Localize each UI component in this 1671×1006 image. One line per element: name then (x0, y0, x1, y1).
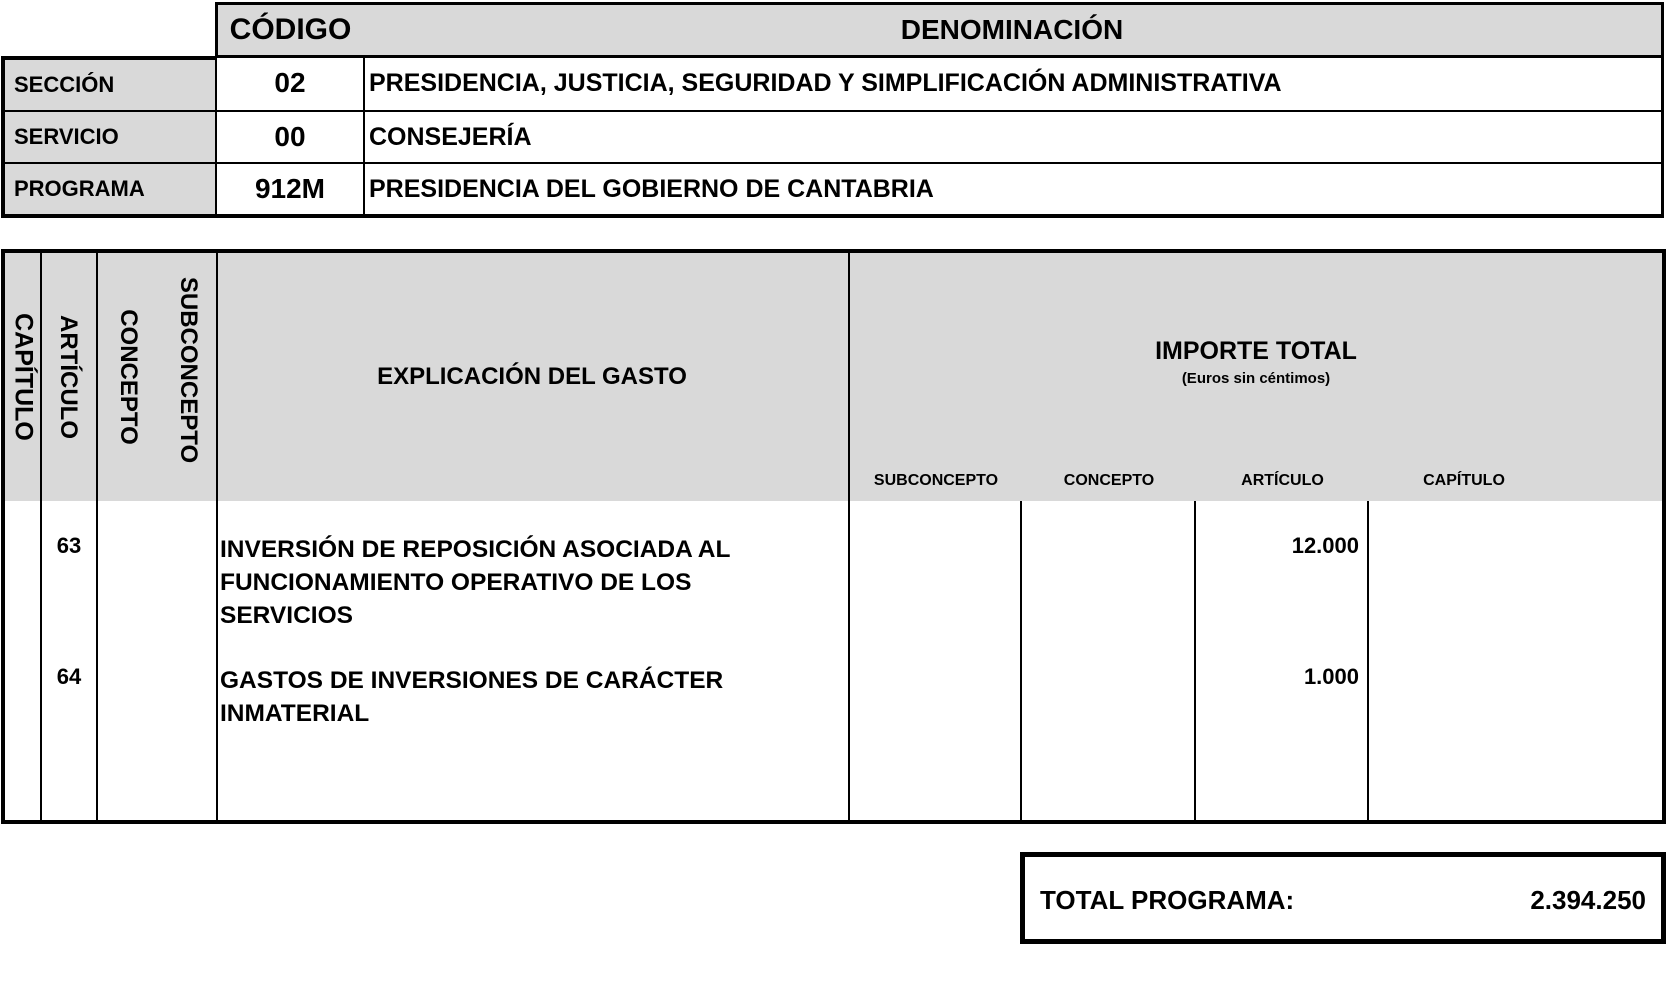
identification-table (0, 0, 1671, 230)
header-amount-subconcepto: SUBCONCEPTO (873, 472, 999, 489)
label-servicio: SERVICIO (1, 112, 217, 164)
header-codigo: CÓDIGO (215, 2, 365, 58)
code-seccion: 02 (215, 56, 365, 112)
name-programa: PRESIDENCIA DEL GOBIERNO DE CANTABRIA (363, 164, 1664, 218)
header-amount-concepto: CONCEPTO (1063, 472, 1155, 489)
header-articulo: ARTÍCULO (55, 315, 82, 439)
header-denominacion: DENOMINACIÓN (363, 2, 1664, 58)
row-amount-articulo: 1.000 (1303, 664, 1359, 689)
table-row (5, 533, 1662, 653)
label-seccion: SECCIÓN (1, 56, 217, 112)
total-value: 2.394.250 (1530, 885, 1646, 915)
row-amount-articulo: 12.000 (1291, 533, 1359, 558)
header-amount-capitulo: CAPÍTULO (1423, 472, 1505, 489)
total-programa-box (1020, 852, 1666, 944)
table-row (5, 664, 1662, 764)
expense-table (1, 249, 1666, 824)
name-seccion: PRESIDENCIA, JUSTICIA, SEGURIDAD Y SIMPLIFICACIÓN ADMINISTRATIVA (363, 56, 1664, 112)
code-programa: 912M (215, 164, 365, 218)
header-subconcepto: SUBCONCEPTO (175, 276, 202, 463)
total-label: TOTAL PROGRAMA: (1040, 885, 1295, 915)
label-programa: PROGRAMA (1, 164, 217, 218)
name-servicio: CONSEJERÍA (363, 112, 1664, 164)
row-articulo: 64 (56, 664, 82, 689)
row-description: GASTOS DE INVERSIONES DE CARÁCTER INMATERIAL (220, 667, 724, 727)
importe-total-title: IMPORTE TOTAL (1155, 337, 1357, 365)
row-articulo: 63 (56, 533, 82, 558)
header-capitulo: CAPÍTULO (9, 313, 37, 441)
header-explicacion: EXPLICACIÓN DEL GASTO (377, 363, 687, 390)
importe-total-subtitle: (Euros sin céntimos) (1181, 370, 1331, 387)
row-description: INVERSIÓN DE REPOSICIÓN ASOCIADA AL FUNCIONAMIENTO OPERATIVO DE LOS SERVICIOS (220, 536, 731, 629)
importe-total-header (850, 337, 1662, 387)
header-amount-articulo: ARTÍCULO (1241, 472, 1324, 489)
header-concepto: CONCEPTO (115, 309, 142, 445)
code-servicio: 00 (215, 112, 365, 164)
